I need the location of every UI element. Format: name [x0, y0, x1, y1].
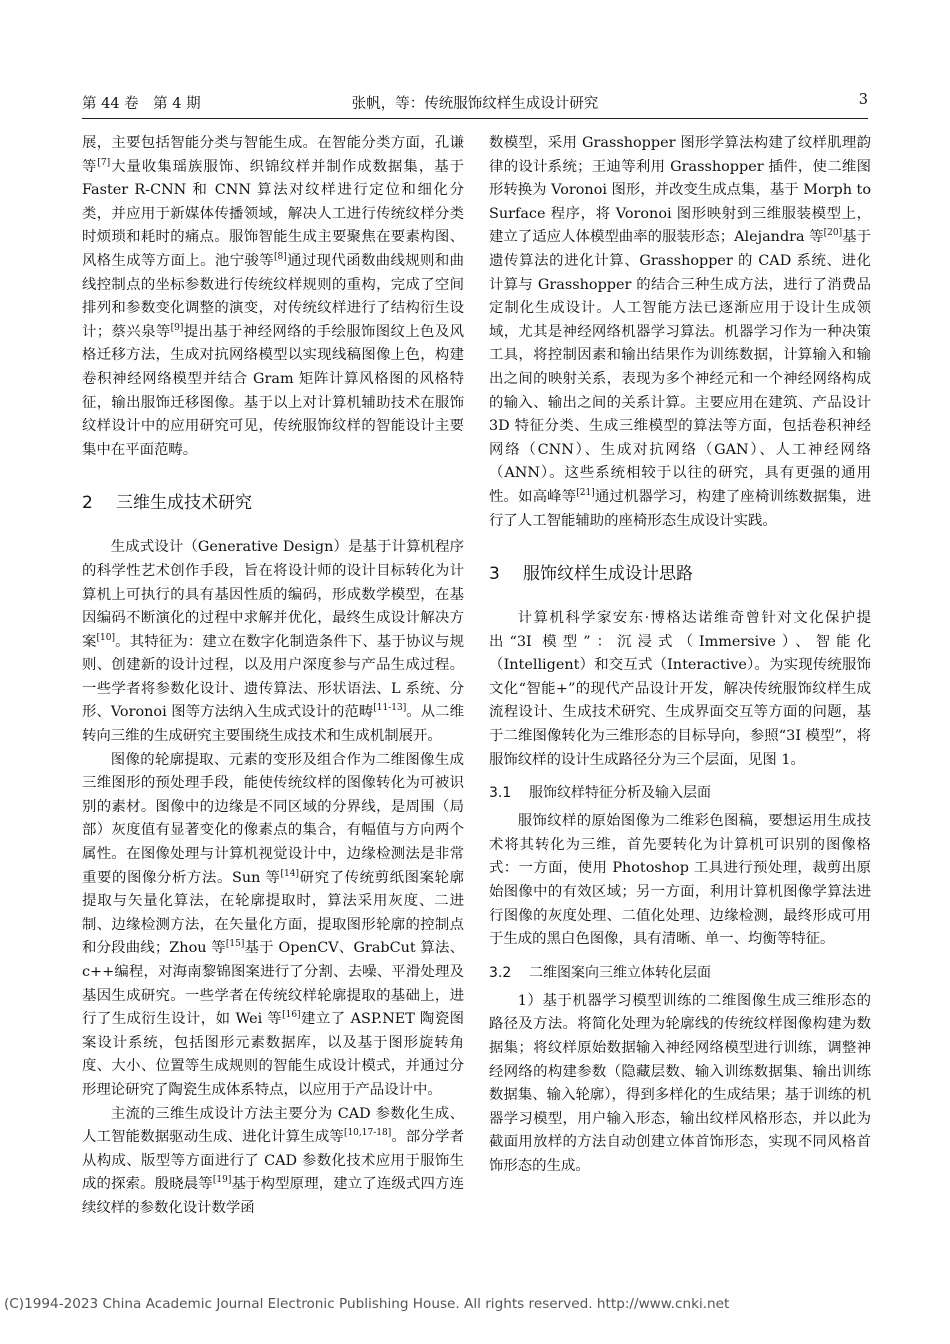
subsection-heading-3-1: 3.1 服饰纹样特征分析及输入层面	[489, 785, 711, 802]
citation: [7]	[97, 157, 111, 168]
citation: [10,17-18]	[343, 1128, 392, 1139]
section-heading-2: 2 三维生成技术研究	[82, 493, 252, 514]
citation: [21]	[576, 487, 595, 498]
page-number: 3	[858, 92, 868, 108]
running-title: 张帆，等：传统服饰纹样生成设计研究	[351, 96, 599, 112]
right-column	[489, 132, 871, 1179]
paragraph: 服饰纹样的原始图像为二维彩色图稿，要想运用生成技术将其转化为三维，首先要转化为计算机可识别的图像格式：一方面，使用 Photoshop 工具进行预处理，裁剪出原始图像中的有效区域；另一方面，利用计算机图像学算法进行图像的灰度处理、二值化处理、边缘检测，最终形成可用于生成的黑白色图像，具有清晰、单一、均衡等特征。	[489, 813, 871, 948]
section-heading-3: 3 服饰纹样生成设计思路	[489, 564, 693, 585]
citation: [11-13]	[373, 703, 407, 714]
citation: [14]	[280, 868, 300, 879]
citation: [10]	[96, 632, 116, 643]
paragraph: 生成式设计（Generative Design）是基于计算机程序的科学性艺术创作手段，旨在将设计师的设计目标转化为计算机上可执行的具有基因性质的编码，形成数学模型，在基因编码不断演化的过程中求解并优化，最终生成设计解决方案[10]。其特征为：建立在数字化制造条件下、基于协议与规则、创建新的设计过程，以及用户深度参与产品生成过程。一些学者将参数化设计、遗传算法、形状语法、L 系统、分形、Voronoi 图等方法纳入生成式设计的范畴[11-13]。从二维转向三维的生成研究主要围绕生成技术和生成机制展开。	[82, 539, 464, 745]
citation: [15]	[225, 939, 245, 950]
left-column	[82, 132, 464, 1221]
running-header	[82, 92, 868, 119]
paragraph: 主流的三维生成设计方法主要分为 CAD 参数化生成、人工智能数据驱动生成、进化计算生成等[10,17-18]。部分学者从构成、版型等方面进行了 CAD 参数化技术应用于服饰生成的探索。殷晓晨等[19]基于构型原理，建立了连级式四方连续纹样的参数化设计数学函	[82, 1105, 464, 1216]
citation: [16]	[282, 1010, 301, 1021]
citation: [20]	[823, 228, 843, 239]
citation: [8]	[274, 251, 287, 262]
paragraph: 1）基于机器学习模型训练的二维图像生成三维形态的路径及方法。将简化处理为轮廓线的传统纹样图像构建为数据集；将纹样原始数据输入神经网络模型进行训练，调整神经网络的构建参数（隐藏层数、输入训练数据集、输出训练数据集、输入轮廓），得到多样化的生成结果；基于训练的机器学习模型，用户输入形态，输出纹样风格形态，并以此为截面用放样的方法自动创建立体首饰形态，实现不同风格首饰形态的生成。	[489, 992, 871, 1174]
paragraph: 图像的轮廓提取、元素的变形及组合作为二维图像生成三维图形的预处理手段，能使传统纹样的图像转化为可被识别的素材。图像中的边缘是不同区域的分界线，是周围（局部）灰度值有显著变化的像素点的集合，有幅值与方向两个属性。在图像处理与计算机视觉设计中，边缘检测法是非常重要的图像分析方法。Sun 等[14]研究了传统剪纸图案轮廓提取与矢量化算法，在轮廓提取时，算法采用灰度、二进制、边缘检测方法，在矢量化方面，提取图形轮廓的控制点和分段曲线；Zhou 等[15]基于 OpenCV、GrabCut 算法、c++编程，对海南黎锦图案进行了分割、去噪、平滑处理及基因生成研究。一些学者在传统纹样轮廓提取的基础上，进行了生成衍生设计，如 Wei 等[16]建立了 ASP.NET 陶瓷图案设计系统，包括图形元素数据库，以及基于图形旋转角度、大小、位置等生成规则的智能生成设计模式，并通过分形理论研究了陶瓷生成体系特点，以应用于产品设计中。	[82, 751, 464, 1098]
journal-volume-issue: 第 44 卷 第 4 期	[82, 96, 201, 112]
paragraph: 数模型，采用 Grasshopper 图形学算法构建了纹样肌理韵律的设计系统；王迪等利用 Grasshopper 插件，使二维图形转换为 Voronoi 图形，并改变生成点集，基于 Morph to Surface 程序，将 Voronoi 图形映射到三维服装模型上，建立了适应人体模型曲率的服装形态；Alejandra 等[20]基于遗传算法的进化计算、Grasshopper 的 CAD 系统、进化计算与 Grasshopper 的结合三种生成方法，进行了消费品定制化生成设计。人工智能方法已逐渐应用于设计生成领域，尤其是神经网络机器学习算法。机器学习作为一种决策工具，将控制因素和输出结果作为训练数据，计算输入和输出之间的映射关系，表现为多个神经元和一个神经网络构成的输入、输出之间的关系计算。主要应用在建筑、产品设计 3D 特征分类、生成三维模型的算法等方面，包括卷积神经网络（CNN）、生成对抗网络（GAN）、人工神经网络（ANN）。这些系统相较于以往的研究，具有更强的通用性。如高峰等[21]通过机器学习，构建了座椅训练数据集，进行了人工智能辅助的座椅形态生成设计实践。	[489, 135, 871, 529]
citation: [19]	[212, 1175, 232, 1186]
subsection-heading-3-2: 3.2 二维图案向三维立体转化层面	[489, 964, 711, 981]
paragraph: 展，主要包括智能分类与智能生成。在智能分类方面，孔谦等[7]大量收集瑶族服饰、织锦纹样并制作成数据集，基于 Faster R-CNN 和 CNN 算法对纹样进行定位和细化分类，并应用于新媒体传播领域，解决人工进行传统纹样分类时烦琐和耗时的痛点。服饰智能生成主要聚焦在要素构图、风格生成等方面上。池宁骏等[8]通过现代函数曲线规则和曲线控制点的坐标参数进行传统纹样规则的重构，完成了空间排列和参数变化调整的演变，对传统纹样进行了结构衍生设计；蔡兴泉等[9]提出基于神经网络的手绘服饰图纹上色及风格迁移方法，生成对抗网络模型以实现线稿图像上色，构建卷积神经网络模型并结合 Gram 矩阵计算风格图的风格特征，输出服饰迁移图像。基于以上对计算机辅助技术在服饰纹样设计中的应用研究可见，传统服饰纹样的智能设计主要集中在平面范畴。	[82, 135, 464, 458]
copyright-footer: (C)1994-2023 China Academic Journal Electronic Publishing House. All rights reserved. http://www.cnki.net	[4, 1296, 730, 1312]
paragraph: 计算机科学家安东·博格达诺维奇曾针对文化保护提出“3I 模型”：沉浸式（Immersive）、智能化（Intelligent）和交互式（Interactive）。为实现传统服饰文化“智能+”的现代产品设计开发，解决传统服饰纹样生成流程设计、生成技术研究、生成界面交互等方面的问题，基于二维图像转化为三维形态的目标导向，参照“3I 模型”，将服饰纹样的设计生成路径分为三个层面，见图 1。	[489, 610, 871, 768]
citation: [9]	[170, 322, 184, 333]
